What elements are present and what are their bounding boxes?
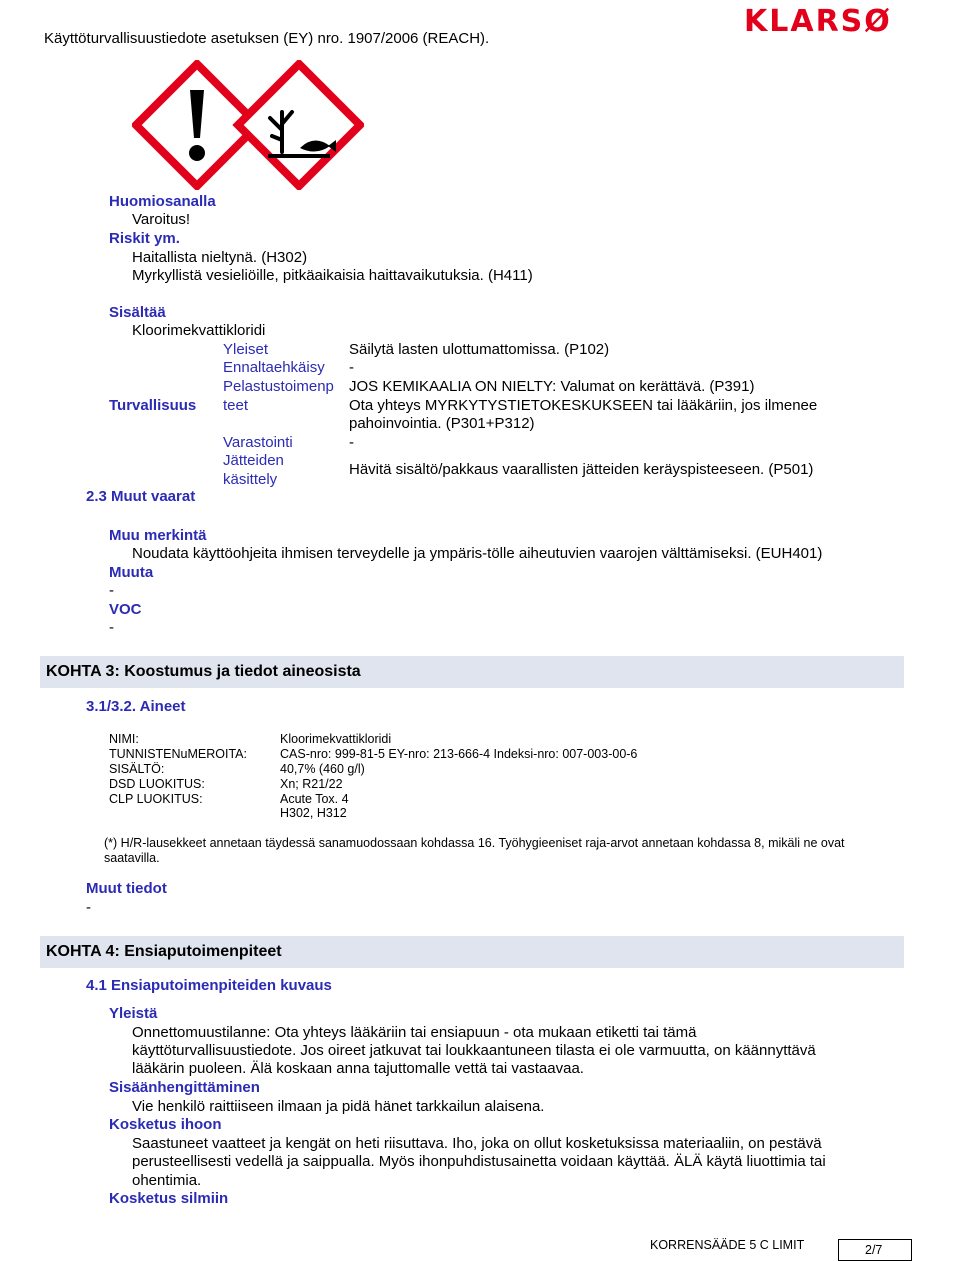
- substance-value: H302, H312: [280, 806, 347, 820]
- first-aid-general-text: Onnettomuustilanne: Ota yhteys lääkäriin tai ensiapuun - ota mukaan etiketti tai tämä: [132, 1024, 697, 1041]
- first-aid-general-text: lääkärin puoleen. Älä koskaan anna tajuttomalle vettä tai vastaavaa.: [132, 1060, 584, 1077]
- section-4-title: KOHTA 4: Ensiaputoimenpiteet: [46, 943, 282, 960]
- safety-disposal-label-cont: käsittely: [223, 471, 278, 488]
- substance-key: CLP LUOKITUS:: [109, 792, 203, 806]
- risk-item: Haitallista nieltynä. (H302): [132, 249, 308, 266]
- other-hazards-heading: 2.3 Muut vaarat: [86, 488, 196, 505]
- safety-storage-label: Varastointi: [223, 434, 293, 451]
- substance-value: Acute Tox. 4: [280, 792, 349, 806]
- safety-general-value: Säilytä lasten ulottumattomissa. (P102): [349, 341, 610, 358]
- contains-label: Sisältää: [109, 304, 166, 321]
- other-info-label: Muut tiedot: [86, 880, 167, 897]
- risk-item: Myrkyllistä vesieliöille, pitkäaikaisia haittavaikutuksia. (H411): [132, 267, 533, 284]
- signal-word-value: Varoitus!: [132, 211, 191, 228]
- other-value: -: [109, 582, 114, 599]
- other-info-value: -: [86, 899, 91, 916]
- substance-key: DSD LUOKITUS:: [109, 777, 205, 791]
- page-number: 2/7: [865, 1243, 883, 1257]
- section-3-subtitle: 3.1/3.2. Aineet: [86, 698, 186, 715]
- skin-contact-text: Saastuneet vaatteet ja kengät on heti riisuttava. Iho, joka on ollut kosketuksissa materiaaliin, on pestävä: [132, 1135, 822, 1152]
- skin-contact-label: Kosketus ihoon: [109, 1116, 222, 1133]
- other-marking-label: Muu merkintä: [109, 527, 207, 544]
- section-3-title: KOHTA 3: Koostumus ja tiedot aineosista: [46, 663, 361, 680]
- safety-disposal-label: Jätteiden: [223, 452, 284, 469]
- skin-contact-text: ohentimia.: [132, 1172, 202, 1189]
- company-logo: KLARSØ: [744, 4, 892, 39]
- safety-response-label: Pelastustoimenp: [223, 378, 334, 395]
- substance-value: 40,7% (460 g/l): [280, 762, 365, 776]
- contains-value: Kloorimekvattikloridi: [132, 322, 266, 339]
- safety-response-value-cont: pahoinvointia. (P301+P312): [349, 415, 535, 432]
- signal-word-label: Huomiosanalla: [109, 193, 216, 210]
- page-number-box: [838, 1239, 912, 1261]
- safety-prevention-label: Ennaltaehkäisy: [223, 359, 325, 376]
- other-label: Muuta: [109, 564, 154, 581]
- substance-value: Xn; R21/22: [280, 777, 343, 791]
- section-4-subtitle: 4.1 Ensiaputoimenpiteiden kuvaus: [86, 977, 332, 994]
- safety-disposal-value: Hävitä sisältö/pakkaus vaarallisten jätteiden keräyspisteeseen. (P501): [349, 461, 814, 478]
- safety-general-label: Yleiset: [223, 341, 269, 358]
- skin-contact-text: perusteellisesti vedellä ja saippualla. Myös ihonpuhdistusainetta voidaan käyttää. ÄLÄ käytä liuottimia tai: [132, 1153, 826, 1170]
- hazard-pictograms: [132, 60, 364, 190]
- safety-prevention-value: -: [349, 359, 354, 376]
- section-3-bar: [40, 656, 904, 688]
- first-aid-general-label: Yleistä: [109, 1005, 158, 1022]
- substance-value: CAS-nro: 999-81-5 EY-nro: 213-666-4 Indeksi-nro: 007-003-00-6: [280, 747, 638, 761]
- note-text: (*) H/R-lausekkeet annetaan täydessä sanamuodossaan kohdassa 16. Työhygieeniset raja-arvot annetaan kohdassa 8, mikäli ne ovat: [104, 836, 845, 850]
- section-4-bar: [40, 936, 904, 968]
- note-text: saatavilla.: [104, 851, 160, 865]
- other-marking-value: Noudata käyttöohjeita ihmisen terveydelle ja ympäris-tölle aiheutuvien vaarojen välttämiseksi. (EUH401): [132, 545, 823, 562]
- safety-label: Turvallisuus: [109, 397, 197, 414]
- safety-response-value: JOS KEMIKAALIA ON NIELTY: Valumat on kerättävä. (P391): [349, 378, 755, 395]
- eye-contact-label: Kosketus silmiin: [109, 1190, 229, 1207]
- safety-response-value-cont: Ota yhteys MYRKYTYSTIETOKESKUKSEEN tai lääkäriin, jos ilmenee: [349, 397, 818, 414]
- regulation-text: Käyttöturvallisuustiedote asetuksen (EY) nro. 1907/2006 (REACH).: [44, 30, 490, 47]
- safety-response-label-cont: teet: [223, 397, 249, 414]
- inhalation-label: Sisäänhengittäminen: [109, 1079, 260, 1096]
- first-aid-general-text: käyttöturvallisuustiedote. Jos oireet jatkuvat tai loukkaantuneen tilasta ei ole varmuutta, on käännyttävä: [132, 1042, 816, 1059]
- voc-value: -: [109, 619, 114, 636]
- environment-hazard-icon: [238, 64, 360, 186]
- substance-key: SISÄLTÖ:: [109, 762, 165, 776]
- inhalation-text: Vie henkilö raittiiseen ilmaan ja pidä hänet tarkkailun alaisena.: [132, 1098, 545, 1115]
- substance-value: Kloorimekvattikloridi: [280, 732, 392, 746]
- substance-key: TUNNISTENuMEROITA:: [109, 747, 247, 761]
- voc-label: VOC: [109, 601, 142, 618]
- footer-product: KORRENSÄÄDE 5 C LIMIT: [650, 1238, 805, 1252]
- substance-key: NIMI:: [109, 732, 139, 746]
- safety-storage-value: -: [349, 434, 354, 451]
- risks-label: Riskit ym.: [109, 230, 180, 247]
